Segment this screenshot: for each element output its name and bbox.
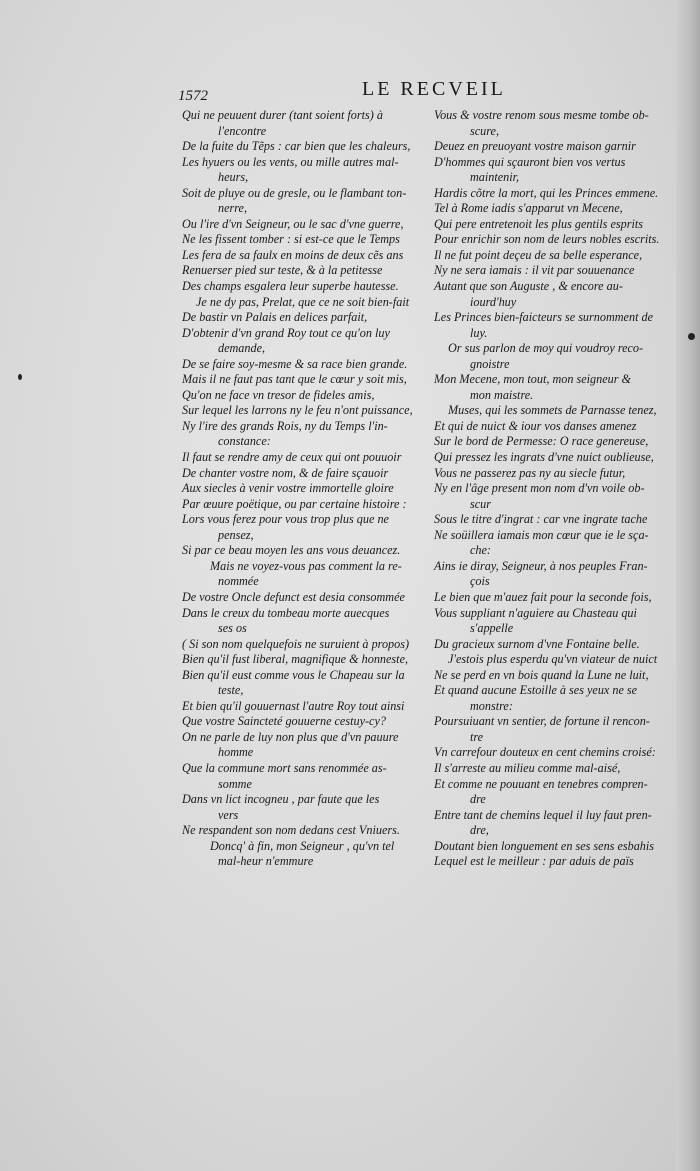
verse-line: Qui ne peuuent durer (tant soient forts) à — [182, 108, 383, 122]
verse-line: Et qui de nuict & iour vos danses amenez — [434, 418, 637, 433]
verse-line: De vostre Oncle defunct est desia consommée — [182, 589, 405, 604]
verse-line: Poursuiuant vn sentier, de fortune il rencon- — [434, 714, 650, 729]
verse-line: Doncq' à fin, mon Seigneur , qu'vn tel — [210, 838, 395, 853]
verse-line: dre — [470, 792, 486, 807]
verse-line: Qu'on ne face vn tresor de fideles amis, — [182, 387, 375, 402]
verse-line: Vous suppliant n'aguiere au Chasteau qui — [434, 605, 637, 620]
verse-line: Soit de pluye ou de gresle, ou le flambant ton- — [182, 185, 407, 200]
verse-line: De se faire soy-mesme & sa race bien grande. — [182, 356, 408, 371]
verse-line: On ne parle de luy non plus que d'vn pauure — [182, 729, 399, 744]
verse-line: Pour enrichir son nom de leurs nobles escrits. — [434, 232, 660, 247]
verse-line: De la fuite du Tẽps : car bien que les chaleurs, — [182, 139, 411, 154]
verse-line: constance: — [218, 434, 271, 449]
verse-line: Ne les fissent tomber : si est-ce que le Temps — [182, 232, 400, 247]
verse-line: Or sus parlon de moy qui voudroy reco- — [448, 341, 644, 356]
verse-line: Vous ne passerez pas ny au siecle futur, — [434, 465, 626, 480]
verse-line: l'encontre — [218, 123, 267, 138]
verse-line: nommée — [218, 574, 259, 589]
verse-line: tre — [470, 729, 484, 744]
verse-line: luy. — [470, 325, 488, 340]
verse-line: scur — [470, 496, 491, 511]
verse-line: Si par ce beau moyen les ans vous deuancez. — [182, 543, 401, 558]
verse-line: Que vostre Saincteté gouuerne cestuy-cy? — [182, 714, 386, 729]
verse-line: Dans vn lict incogneu , par faute que les — [182, 792, 380, 807]
verse-line: Entre tant de chemins lequel il luy faut pren- — [434, 807, 652, 822]
verse-line: Dans le creux du tombeau morte auecques — [182, 605, 390, 620]
verse-line: monstre: — [470, 698, 513, 713]
verse-line: ( Si son nom quelquefois ne suruient à propos) — [182, 636, 410, 651]
verse-line: Qui pressez les ingrats d'vne nuict oublieuse, — [434, 450, 654, 465]
verse-line: ses os — [218, 621, 247, 636]
verse-line: Mais ne voyez-vous pas comment la re- — [210, 558, 402, 573]
page-number: 1572 — [178, 88, 208, 104]
verse-line: Je ne dy pas, Prelat, que ce ne soit bien-fait — [196, 294, 410, 309]
verse-line: demande, — [218, 341, 266, 356]
verse-line: gnoistre — [470, 356, 510, 371]
verse-line: Et bien qu'il gouuernast l'autre Roy tout ainsi — [182, 698, 405, 713]
verse-line: maintenir, — [470, 170, 520, 185]
verse-line: Autant que son Auguste , & encore au- — [434, 279, 623, 294]
verse-line: Et comme ne pouuant en tenebres compren- — [434, 776, 648, 791]
verse-line: Muses, qui les sommets de Parnasse tenez, — [448, 403, 657, 418]
left-text-column — [182, 108, 432, 870]
verse-line: mon maistre. — [470, 387, 534, 402]
right-text-column — [434, 108, 674, 870]
verse-line: D'hommes qui sçauront bien vos vertus — [434, 154, 626, 169]
verse-line: Ny l'ire des grands Rois, ny du Temps l'in- — [182, 418, 388, 433]
verse-line: Le bien que m'auez fait pour la seconde fois, — [434, 589, 652, 604]
verse-line: pensez, — [218, 527, 254, 542]
verse-line: Ou l'ire d'vn Seigneur, ou le sac d'vne guerre, — [182, 216, 404, 231]
verse-line: Ne soüillera iamais mon cœur que ie le sça- — [434, 527, 649, 542]
verse-line: De bastir vn Palais en delices parfait, — [182, 310, 368, 325]
verse-line: Ains ie diray, Seigneur, à nos peuples Fran- — [434, 558, 648, 573]
verse-line: Des champs esgalera leur superbe hautesse. — [182, 279, 399, 294]
verse-line: De chanter vostre nom, & de faire sçauoir — [182, 465, 389, 480]
verse-line: Sur le bord de Permesse: O race genereuse, — [434, 434, 649, 449]
binding-hole-mark — [688, 333, 695, 340]
verse-line: çois — [470, 574, 490, 589]
verse-line: Vous & vostre renom sous mesme tombe ob- — [434, 108, 649, 122]
verse-line: Ne se perd en vn bois quand la Lune ne luit, — [434, 667, 649, 682]
verse-line: che: — [470, 543, 491, 558]
verse-line: Renuerser pied sur teste, & à la petitesse — [182, 263, 383, 278]
verse-line: J'estois plus esperdu qu'vn viateur de nuict — [448, 652, 658, 667]
verse-line: teste, — [218, 683, 244, 698]
verse-line: Ny en l'âge present mon nom d'vn voile ob- — [434, 481, 645, 496]
verse-line: homme — [218, 745, 254, 760]
verse-line: Les hyuers ou les vents, ou mille autres mal- — [182, 154, 399, 169]
margin-mark — [18, 374, 22, 380]
page-gutter — [676, 0, 700, 1171]
verse-line: Doutant bien longuement en ses sens esbahis — [434, 838, 655, 853]
verse-line: Aux siecles à venir vostre immortelle gloire — [182, 481, 394, 496]
verse-line: mal-heur n'emmure — [218, 854, 314, 869]
verse-line: Du gracieux surnom d'vne Fontaine belle. — [434, 636, 640, 651]
verse-line: Mon Mecene, mon tout, mon seigneur & — [434, 372, 631, 387]
verse-line: Lequel est le meilleur : par aduis de païs — [434, 854, 634, 869]
verse-line: Bien qu'il eust comme vous le Chapeau sur la — [182, 667, 405, 682]
verse-line: Et quand aucune Estoille à ses yeux ne se — [434, 683, 638, 698]
verse-line: Deuez en preuoyant vostre maison garnir — [434, 139, 636, 154]
verse-line: Qui pere entretenoit les plus gentils esprits — [434, 216, 643, 231]
verse-line: Ny ne sera iamais : il vit par souuenance — [434, 263, 635, 278]
verse-line: Hardis cõtre la mort, qui les Princes emmene. — [434, 185, 659, 200]
verse-line: dre, — [470, 823, 489, 838]
verse-line: Il ne fut point deçeu de sa belle esperance, — [434, 247, 643, 262]
verse-line: Mais il ne faut pas tant que le cœur y soit mis, — [182, 372, 407, 387]
verse-line: D'obtenir d'vn grand Roy tout ce qu'on luy — [182, 325, 390, 340]
verse-line: Ne respandent son nom dedans cest Vniuers. — [182, 823, 400, 838]
verse-line: Il faut se rendre amy de ceux qui ont pouuoir — [182, 450, 402, 465]
verse-line: Les Princes bien-faicteurs se surnomment de — [434, 310, 654, 325]
verse-line: somme — [218, 776, 252, 791]
verse-line: Bien qu'il fust liberal, magnifique & honneste, — [182, 652, 409, 667]
verse-line: s'appelle — [470, 621, 514, 636]
verse-line: Lors vous ferez pour vous trop plus que ne — [182, 512, 389, 527]
verse-line: iourd'huy — [470, 294, 517, 309]
verse-line: heurs, — [218, 170, 249, 185]
verse-line: vers — [218, 807, 239, 822]
verse-line: Il s'arreste au milieu comme mal-aisé, — [434, 760, 621, 775]
verse-line: Vn carrefour douteux en cent chemins croisé: — [434, 745, 656, 760]
verse-line: Les fera de sa faulx en moins de deux cẽs ans — [182, 247, 404, 262]
verse-line: nerre, — [218, 201, 247, 216]
verse-line: Tel à Rome iadis s'apparut vn Mecene, — [434, 201, 623, 216]
verse-line: Sous le titre d'ingrat : car vne ingrate tache — [434, 512, 648, 527]
verse-line: Sur lequel les larrons ny le feu n'ont puissance, — [182, 403, 413, 418]
verse-line: scure, — [470, 123, 499, 138]
verse-line: Par œuure poëtique, ou par certaine histoire : — [182, 496, 407, 511]
running-title: LE RECVEIL — [362, 78, 506, 100]
verse-line: Que la commune mort sans renommée as- — [182, 760, 387, 775]
